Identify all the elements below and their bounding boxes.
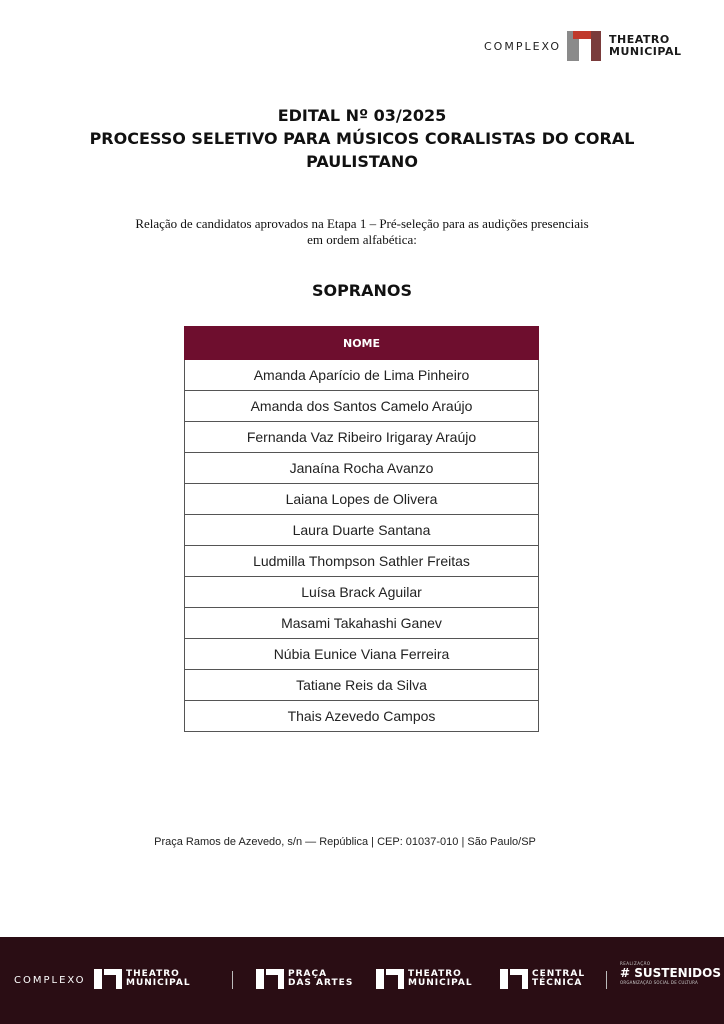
table-row [185,515,539,546]
candidate-name: Laiana Lopes de Olivera [185,484,539,515]
table-row [185,391,539,422]
footer-banner [0,937,724,1024]
section-title: SOPRANOS [311,281,413,300]
candidate-name: Thais Azevedo Campos [185,701,539,732]
candidate-name: Amanda Aparício de Lima Pinheiro [185,360,539,391]
table-row [185,546,539,577]
footer-theatro-municipal-2 [376,969,473,989]
footer-praca-line1: PRAÇA [288,969,328,979]
column-header-nome: NOME [185,327,539,360]
candidate-name: Ludmilla Thompson Sathler Freitas [185,546,539,577]
table-row [185,701,539,732]
table-row [185,453,539,484]
central-tecnica-logo-icon [500,969,528,989]
footer-theatro2-line1: THEATRO [408,969,462,979]
subtitle-line-2: em ordem alfabética: [307,232,417,247]
footer-complexo-text: COMPLEXO [14,975,86,986]
title-line-1: EDITAL Nº 03/2025 [277,106,447,125]
footer-complexo [14,975,85,986]
footer-central-tecnica [500,969,585,989]
candidate-name: Núbia Eunice Viana Ferreira [185,639,539,670]
candidate-name: Amanda dos Santos Camelo Araújo [185,391,539,422]
logo-theatro-text [609,34,681,58]
praca-das-artes-logo-icon [256,969,284,989]
table-row [185,639,539,670]
theatro-municipal-logo-icon [567,29,603,63]
footer-central-line1: CENTRAL [532,969,586,979]
table-row [185,422,539,453]
footer-praca-line2: DAS ARTES [288,978,354,988]
theatro-municipal-logo-icon [94,969,122,989]
table-row [185,608,539,639]
footer-central-line2: TÉCNICA [532,978,583,988]
logo-theatro-line2: MUNICIPAL [609,45,682,58]
footer-divider [606,971,607,989]
footer-theatro-line2: MUNICIPAL [126,978,191,988]
footer-praca-das-artes [256,969,353,989]
candidate-name: Laura Duarte Santana [185,515,539,546]
footer-sustenidos-sub: ORGANIZAÇÃO SOCIAL DE CULTURA [620,980,698,985]
candidates-table [184,326,539,732]
candidate-name: Tatiane Reis da Silva [185,670,539,701]
candidate-name: Masami Takahashi Ganev [185,608,539,639]
footer-sustenidos [620,961,721,985]
table-row [185,577,539,608]
footer-theatro-municipal [94,969,191,989]
candidate-name: Janaína Rocha Avanzo [185,453,539,484]
header-logo [484,28,681,64]
table-header-row [185,327,539,360]
address-footer-text: Praça Ramos de Azevedo, s/n — República | CEP: 01037-010 | São Paulo/SP [154,836,536,848]
title-line-2: PROCESSO SELETIVO PARA MÚSICOS CORALISTAS DO CORAL [89,129,635,148]
footer-theatro-line1: THEATRO [126,969,180,979]
footer-realizacao-text: REALIZAÇÃO [620,961,651,966]
candidate-name: Fernanda Vaz Ribeiro Irigaray Araújo [185,422,539,453]
subtitle-line-1: Relação de candidatos aprovados na Etapa 1 – Pré-seleção para as audições presenciais [135,216,589,231]
logo-theatro-line1: THEATRO [609,33,670,46]
title-line-3: PAULISTANO [306,152,418,171]
theatro-municipal-logo-icon [376,969,404,989]
table-row [185,360,539,391]
candidate-name: Luísa Brack Aguilar [185,577,539,608]
table-row [185,484,539,515]
logo-complexo-text: COMPLEXO [484,39,562,53]
document-subtitle [0,216,724,248]
sustenidos-logo-icon: # SUSTENIDOS [620,966,721,980]
document-title [0,104,724,173]
footer-divider [232,971,233,989]
footer-theatro2-line2: MUNICIPAL [408,978,473,988]
table-row [185,670,539,701]
